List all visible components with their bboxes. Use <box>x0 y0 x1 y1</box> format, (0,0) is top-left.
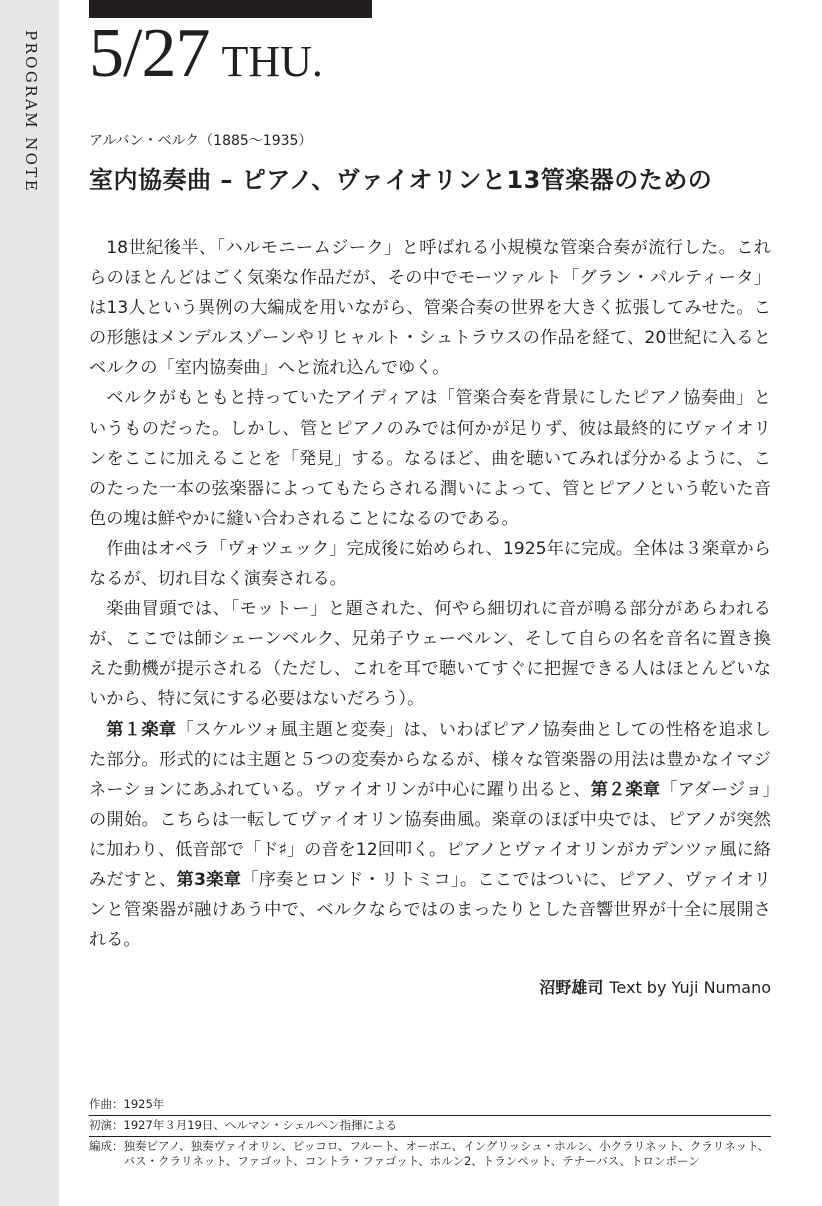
composer-name: アルバン・ベルク（1885〜1935） <box>89 133 313 149</box>
date-weekday: THU. <box>221 37 323 86</box>
info-value: 1925年 <box>123 1097 165 1111</box>
paragraph-segment: 「序奏とロンド・リトミコ」。ここではついに、ピアノ、ヴァイオリンと管楽器が融けあう中で、ベルクならではのまったりとした音響世界が十全に展開される。 <box>89 869 771 951</box>
info-label: 初演： <box>89 1118 124 1132</box>
movement-label: 第１楽章 <box>106 719 177 740</box>
paragraph <box>89 715 771 956</box>
sidebar-label: PROGRAM NOTE <box>22 30 40 194</box>
sidebar <box>0 0 59 1206</box>
info-row <box>89 1095 771 1115</box>
info-label: 作曲： <box>89 1097 124 1111</box>
work-info <box>89 1095 771 1172</box>
paragraph: 楽曲冒頭では、「モットー」と題された、何やら細切れに音が鳴る部分があらわれるが、ここでは師シェーンベルク、兄弟子ウェーベルン、そして自らの名を音名に置き換えた動機が提示される（ただし、これを耳で聴いてすぐに把握できる人はほとんどいないから、特に気にする必要はないだろう）。 <box>89 599 771 710</box>
paragraph: 作曲はオペラ「ヴォツェック」完成後に始められ、1925年に完成。全体は３楽章からなるが、切れ目なく演奏される。 <box>89 538 771 590</box>
paragraph-segment: 「スケルツォ風主題と変奏」は、いわばピアノ協奏曲としての性格を追求した部分。形式的には主題と５つの変奏からなるが、様々な管楽器の用法は豊かなイマジネーションにあふれている。ヴァイオリンが中心に躍り出ると、 <box>89 719 771 800</box>
info-row <box>89 1115 771 1136</box>
paragraph: ベルクがもともと持っていたアイディアは「管楽合奏を背景にしたピアノ協奏曲」というものだった。しかし、管とピアノのみでは何かが足りず、彼は最終的にヴァイオリンをここに加えることを「発見」する。なるほど、曲を聴いてみれば分かるように、このたった一本の弦楽器によってもたらされる潤いによって、管とピアノという乾いた音色の塊は鮮やかに縫い合わされることになるのである。 <box>89 388 771 529</box>
paragraph-segment: 「アダージョ」の開始。こちらは一転してヴァイオリン協奏曲風。楽章のほぼ中央では、ピアノが突然に加わり、低音部で「ド♯」の音を12回叩く。ピアノとヴァイオリンがカデンツァ風に絡みだすと、 <box>89 779 771 890</box>
info-label: 編成： <box>89 1139 124 1153</box>
date-number: 5/27 <box>89 15 210 92</box>
concert-date <box>89 14 323 94</box>
info-value: 独奏ピアノ、独奏ヴァイオリン、ピッコロ、フルート、オーボエ、イングリッシュ・ホルン、小クラリネット、クラリネット、バス・クラリネット、ファゴット、コントラ・ファゴット、ホルン2、トランペット、テナーバス、トロンボーン <box>123 1139 770 1168</box>
program-note-body <box>89 233 771 955</box>
paragraph: 18世紀後半、「ハルモニームジーク」と呼ばれる小規模な管楽合奏が流行した。これらのほとんどはごく気楽な作品だが、その中でモーツァルト「グラン・パルティータ」は13人という異例の大編成を用いながら、管楽合奏の世界を大きく拡張してみせた。この形態はメンデルスゾーンやリヒャルト・シュトラウスの作品を経て、20世紀に入るとベルクの「室内協奏曲」へと流れ込んでゆく。 <box>89 238 771 379</box>
author-byline <box>539 975 771 998</box>
info-value: 1927年３月19日、ヘルマン・シェルヘン指揮による <box>123 1118 398 1132</box>
movement-label: 第２楽章 <box>590 779 661 800</box>
info-row <box>89 1136 771 1172</box>
author-name-ja: 沼野雄司 <box>539 978 604 997</box>
movement-label: 第3楽章 <box>176 869 242 890</box>
author-name-en: Text by Yuji Numano <box>609 978 771 997</box>
work-title: 室内協奏曲 – ピアノ、ヴァイオリンと13管楽器のための <box>89 166 713 194</box>
